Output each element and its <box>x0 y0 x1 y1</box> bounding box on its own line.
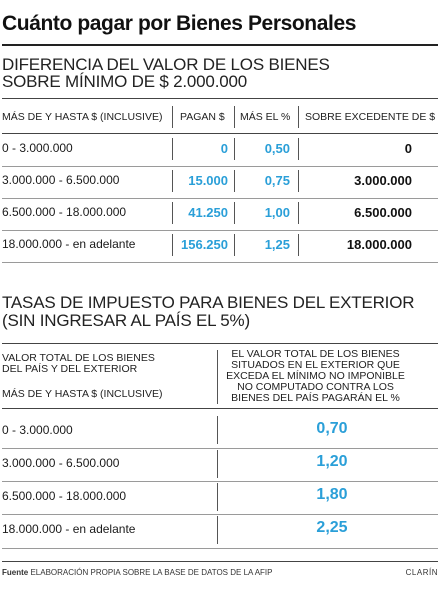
s1-row-sep <box>298 234 299 256</box>
s2-row-divider <box>2 548 438 549</box>
s2-header-left-sub: MÁS DE Y HASTA $ (INCLUSIVE) <box>2 388 163 400</box>
s1-row-1-pct: 0,50 <box>264 141 290 156</box>
footer <box>2 568 438 577</box>
s2-row-4-range: 18.000.000 - en adelante <box>2 522 136 536</box>
source-label: Fuente <box>2 568 29 577</box>
s1-row-divider <box>2 166 438 167</box>
title-divider <box>2 44 438 46</box>
s2-header-left-line1: VALOR TOTAL DE LOS BIENES <box>2 352 155 364</box>
s1-header-pct: MÁS EL % <box>240 111 291 123</box>
s2-row-divider <box>2 514 438 515</box>
s1-row-4-excedente: 18.000.000 <box>346 237 412 252</box>
s2-header-right-line5: BIENES DEL PAÍS PAGARÁN EL % <box>231 392 400 404</box>
s2-row-divider <box>2 448 438 449</box>
s2-row-4-pct: 2,25 <box>316 519 348 536</box>
s1-row-1-range: 0 - 3.000.000 <box>2 141 73 155</box>
source-text: ELABORACIÓN PROPIA SOBRE LA BASE DE DATOS DE LA AFIP <box>30 568 273 577</box>
s1-row-2-pagan: 15.000 <box>188 173 228 188</box>
s2-row-sep <box>217 516 218 544</box>
s2-header-right-line4: NO COMPUTADO CONTRA LOS <box>237 381 394 393</box>
s1-row-divider <box>2 262 438 263</box>
s2-row-sep <box>217 416 218 444</box>
s2-row-2-pct: 1,20 <box>316 453 348 470</box>
s1-row-sep <box>172 202 173 224</box>
section2-header-top-rule <box>2 343 438 344</box>
s1-row-sep <box>298 138 299 160</box>
s2-row-sep <box>217 450 218 478</box>
s1-row-3-excedente: 6.500.000 <box>354 205 412 220</box>
s2-header-right-line3: EXCEDA EL MÍNIMO NO IMPONIBLE <box>226 370 405 382</box>
s1-header-sep-2 <box>234 106 235 128</box>
section2-subtitle: (SIN INGRESAR AL PAÍS EL 5%) <box>2 311 250 330</box>
s1-row-3-pct: 1,00 <box>264 205 290 220</box>
s1-row-3-range: 6.500.000 - 18.000.000 <box>2 205 127 219</box>
s1-row-4-pagan: 156.250 <box>181 237 228 252</box>
s2-header-right-line1: EL VALOR TOTAL DE LOS BIENES <box>231 348 400 360</box>
s1-row-2-range: 3.000.000 - 6.500.000 <box>2 173 120 187</box>
s1-row-2-excedente: 3.000.000 <box>354 173 412 188</box>
s1-header-sep-1 <box>172 106 173 128</box>
s2-row-2-range: 3.000.000 - 6.500.000 <box>2 456 120 470</box>
s1-header-sep-3 <box>298 106 299 128</box>
s2-row-1-range: 0 - 3.000.000 <box>2 423 73 437</box>
s1-row-4-pct: 1,25 <box>264 237 290 252</box>
s1-row-2-pct: 0,75 <box>264 173 290 188</box>
s2-header-left-line2: DEL PAÍS Y DEL EXTERIOR <box>2 363 138 375</box>
s1-header-pagan: PAGAN $ <box>180 111 225 123</box>
s2-header-sep <box>217 350 218 404</box>
s2-row-divider <box>2 481 438 482</box>
s1-row-sep <box>298 170 299 192</box>
s1-header-range: MÁS DE Y HASTA $ (INCLUSIVE) <box>2 111 163 123</box>
s1-row-sep <box>234 138 235 160</box>
s2-row-sep <box>217 483 218 511</box>
section1-title: DIFERENCIA DEL VALOR DE LOS BIENES <box>2 55 330 74</box>
s1-row-1-pagan: 0 <box>220 141 228 156</box>
section2-title: TASAS DE IMPUESTO PARA BIENES DEL EXTERIOR <box>2 293 415 312</box>
s2-header-right-line2: SITUADOS EN EL EXTERIOR QUE <box>231 359 400 371</box>
s1-header-excedente: SOBRE EXCEDENTE DE $ <box>305 111 436 123</box>
brand-logo: CLARÍN <box>405 568 438 577</box>
s1-row-sep <box>298 202 299 224</box>
s2-header-bottom-rule <box>2 408 438 409</box>
s1-row-sep <box>234 202 235 224</box>
s1-row-sep <box>234 170 235 192</box>
s2-row-1-pct: 0,70 <box>316 420 348 437</box>
s1-header-bottom-rule <box>2 133 438 134</box>
section1-subtitle: SOBRE MÍNIMO DE $ 2.000.000 <box>2 72 247 91</box>
s2-row-3-range: 6.500.000 - 18.000.000 <box>2 489 127 503</box>
s1-row-divider <box>2 230 438 231</box>
footer-rule <box>2 561 438 562</box>
section1-header-top-rule <box>2 98 438 99</box>
page-title: Cuánto pagar por Bienes Personales <box>2 12 357 35</box>
s1-row-sep <box>172 170 173 192</box>
s2-row-3-pct: 1,80 <box>316 486 348 503</box>
s1-row-divider <box>2 198 438 199</box>
s1-row-4-range: 18.000.000 - en adelante <box>2 237 136 251</box>
s1-row-sep <box>234 234 235 256</box>
s1-row-sep <box>172 234 173 256</box>
s1-row-3-pagan: 41.250 <box>188 205 228 220</box>
s1-row-1-excedente: 0 <box>404 141 412 156</box>
s1-row-sep <box>172 138 173 160</box>
